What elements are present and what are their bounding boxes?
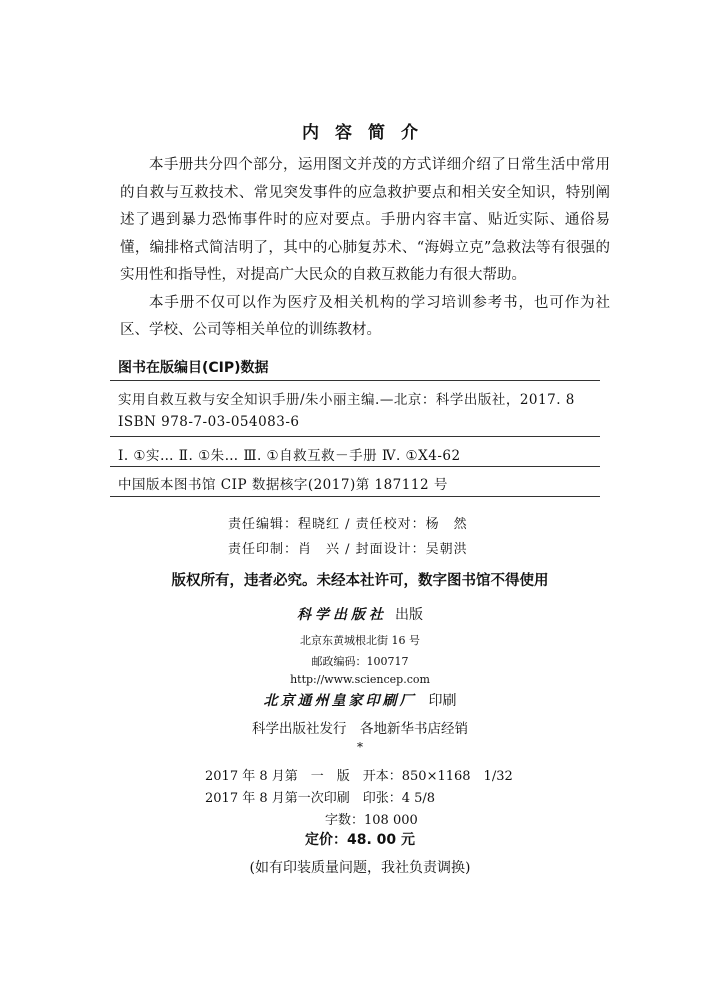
cip-classification: Ⅰ. ①实… Ⅱ. ①朱… Ⅲ. ①自救互救－手册 Ⅳ. ①X4-62 xyxy=(118,448,461,464)
printer-name: 北京通州皇家印刷厂 xyxy=(263,693,417,709)
publisher-url: http://www.sciencep.com xyxy=(290,673,430,686)
cip-number: 中国版本图书馆 CIP 数据核字(2017)第 187112 号 xyxy=(118,477,448,493)
cip-rule-lower xyxy=(110,466,600,467)
copyright-notice: 版权所有，违者必究。未经本社许可，数字图书馆不得使用 xyxy=(171,573,549,589)
publisher-name: 科学出版社 xyxy=(297,607,387,623)
summary-title: 内容简介 xyxy=(302,123,434,143)
cip-rule-bottom xyxy=(110,496,600,497)
printer-line xyxy=(0,690,720,710)
separator-star: * xyxy=(357,740,363,754)
cip-rule-top xyxy=(110,380,600,381)
cip-heading: 图书在版编目(CIP)数据 xyxy=(118,360,269,376)
cip-rule-middle xyxy=(110,436,600,437)
price: 定价：48. 00 元 xyxy=(304,832,416,848)
summary-paragraph-1: 本手册共分四个部分，运用图文并茂的方式详细介绍了日常生活中常用的自救与互救技术、常见突发事件的应急救护要点和相关安全知识，特别阐述了遇到暴力恐怖事件时的应对要点。手册内容丰富、贴近实际、通俗易懂，编排格式简洁明了，其中的心肺复苏术、“海姆立克”急救法等有很强的实用性和指导性，对提高广大民众的自救互救能力有很大帮助。 xyxy=(120,157,610,283)
edition-line-2: 2017 年 8 月第一次印刷 印张：4 5/8 xyxy=(205,791,436,806)
publisher-action: 出版 xyxy=(395,607,423,623)
printer-action: 印刷 xyxy=(428,693,457,709)
edition-line-3: 字数：108 000 xyxy=(325,813,418,828)
summary-paragraph-2: 本手册不仅可以作为医疗及相关机构的学习培训参考书，也可作为社区、学校、公司等相关单位的训练教材。 xyxy=(120,294,610,338)
edition-line-1: 2017 年 8 月第 一 版 开本：850×1168 1/32 xyxy=(205,769,513,784)
staff-line-1: 责任编辑：程晓红 / 责任校对：杨 然 xyxy=(228,517,468,532)
quality-note: (如有印装质量问题，我社负责调换) xyxy=(249,860,471,876)
publisher-postcode: 邮政编码：100717 xyxy=(311,655,409,668)
publisher-address: 北京东黄城根北街 16 号 xyxy=(300,634,420,647)
staff-line-2: 责任印制：肖 兴 / 封面设计：吴朝洪 xyxy=(228,542,468,557)
distribution-line: 科学出版社发行 各地新华书店经销 xyxy=(252,721,468,737)
cip-record: 实用自救互救与安全知识手册/朱小丽主编.—北京：科学出版社，2017. 8 xyxy=(118,392,575,408)
publisher-line xyxy=(0,604,720,624)
cip-isbn: ISBN 978-7-03-054083-6 xyxy=(118,414,300,430)
summary-body xyxy=(120,152,610,345)
